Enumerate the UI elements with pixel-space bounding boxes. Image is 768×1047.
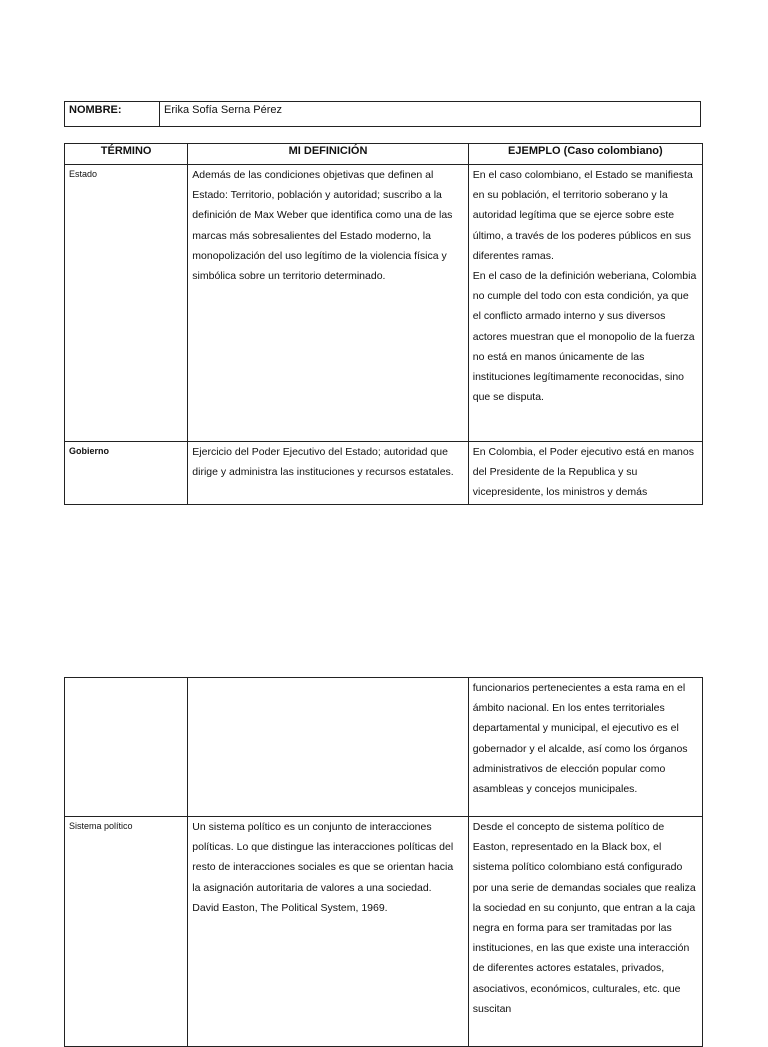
name-table xyxy=(64,101,701,127)
column-header-example: EJEMPLO (Caso colombiano) xyxy=(468,144,702,165)
column-header-term: TÉRMINO xyxy=(65,144,188,165)
column-header-definition: MI DEFINICIÓN xyxy=(188,144,468,165)
term-cell: Gobierno xyxy=(65,442,188,505)
example-cell: En Colombia, el Poder ejecutivo está en manos del Presidente de la Republica y su vicepresidente, los ministros y demás xyxy=(468,442,702,505)
definition-cell: Además de las condiciones objetivas que definen al Estado: Territorio, población y autoridad; suscribo a la definición de Max Weber que identifica como una de las marcas más sobresalientes del Estado moderno, la monopolización del uso legítimo de la violencia física y simbólica sobre un territorio determinado. xyxy=(188,165,468,442)
term-cell: Sistema político xyxy=(65,817,188,1047)
term-cell xyxy=(65,678,188,817)
example-cell xyxy=(468,165,702,442)
example-cell: funcionarios pertenecientes a esta rama en el ámbito nacional. En los entes territoriales departamental y municipal, el ejecutivo es el gobernador y el alcalde, así como los órganos administrativos de elección popular como asambleas y concejos municipales. xyxy=(468,678,702,817)
citation: David Easton, The Political System, 1969. xyxy=(192,901,388,914)
definition-cell: Ejercicio del Poder Ejecutivo del Estado; autoridad que dirige y administra las instituciones y recursos estatales. xyxy=(188,442,468,505)
definition-cell xyxy=(188,817,468,1047)
table-row xyxy=(65,678,703,817)
table-row xyxy=(65,165,703,442)
example-paragraph: En el caso colombiano, el Estado se manifiesta en su población, el territorio soberano y la autoridad legítima que se ejerce sobre este último, a través de los poderes públicos en sus diferentes ramas. xyxy=(472,169,693,262)
table-header-row xyxy=(65,144,703,165)
definitions-table-continued xyxy=(64,677,703,1047)
name-row xyxy=(65,102,701,127)
definitions-table xyxy=(64,143,703,505)
example-cell: Desde el concepto de sistema político de Easton, representado en la Black box, el sistema político colombiano está configurado por una serie de demandas sociales que realiza la sociedad en su conjunto, que entran a la caja negra en forma para ser tramitadas por las instituciones, en las que existe una interacción de diferentes actores estatales, privados, asociativos, económicos, culturales, etc. que suscitan xyxy=(468,817,702,1047)
name-label: NOMBRE: xyxy=(65,102,160,127)
table-row xyxy=(65,817,703,1047)
definition-cell xyxy=(188,678,468,817)
term-cell: Estado xyxy=(65,165,188,442)
name-value: Erika Sofía Serna Pérez xyxy=(160,102,701,127)
table-row xyxy=(65,442,703,505)
example-paragraph: En el caso de la definición weberiana, Colombia no cumple del todo con esta condición, ya que el conflicto armado interno y sus diversos actores muestran que el monopolio de la fuerza no está en manos únicamente de las instituciones legítimamente reconocidas, sino que se disputa. xyxy=(472,270,697,404)
definition-paragraph: Un sistema político es un conjunto de interacciones políticas. Lo que distingue las interacciones políticas del resto de interacciones sociales es que se orientan hacia la asignación autoritaria de valores a una sociedad. xyxy=(192,821,454,894)
